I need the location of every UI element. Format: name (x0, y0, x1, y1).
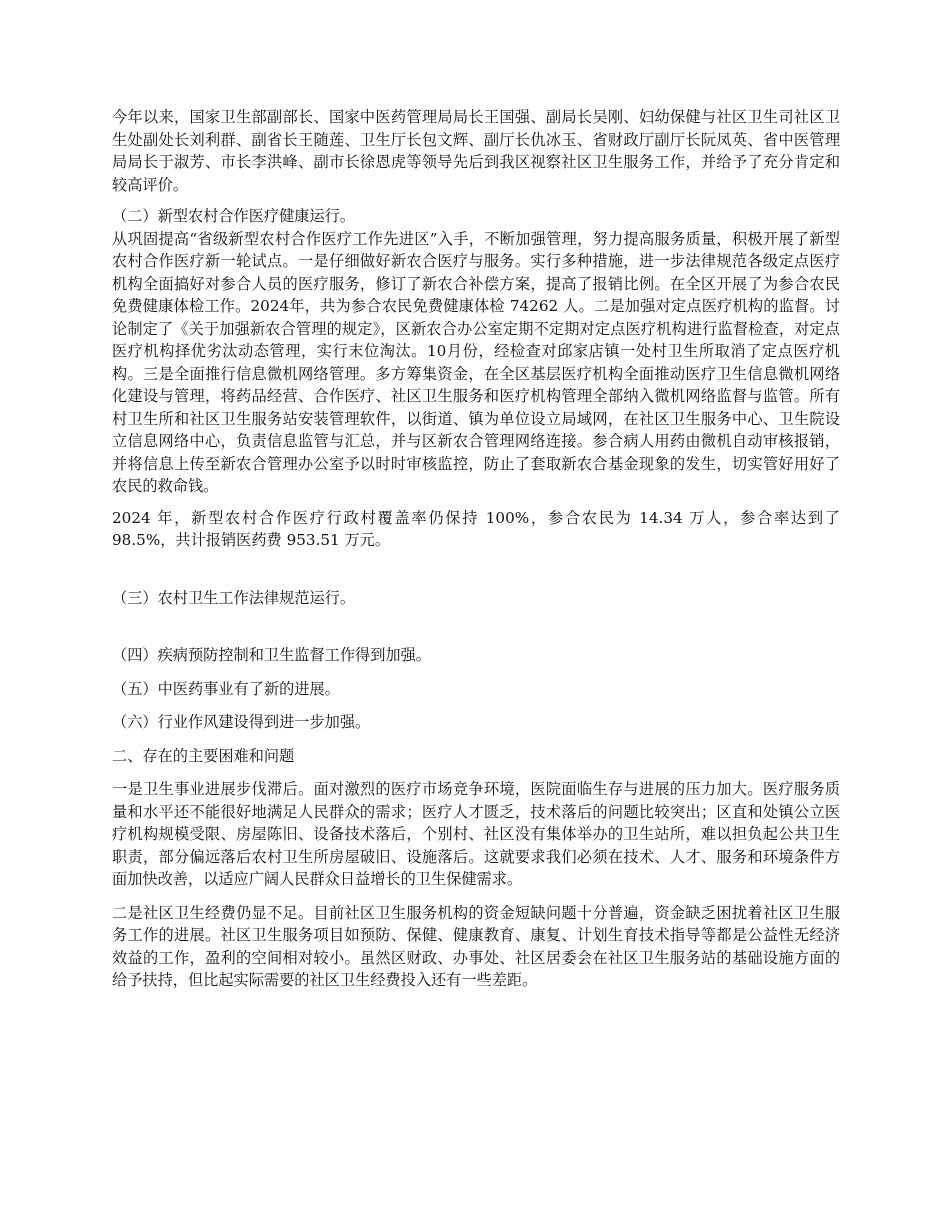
section-heading-difficulties: 二、存在的主要困难和问题 (112, 746, 295, 765)
document-body (112, 106, 840, 992)
section-heading-cooperative-medical: （二）新型农村合作医疗健康运行。 (112, 207, 355, 225)
paragraph-development-lag: 一是卫生事业进展步伐滞后。面对激烈的医疗市场竞争环境，医院面临生存与进展的压力加大。医疗服务质量和水平还不能很好地满足人民群众的需求；医疗人才匮乏，技术落后的问题比较突出；区直和处镇公立医疗机构规模受限、房屋陈旧、设备技术落后，个别村、社区没有集体举办的卫生站所，难以担负起公共卫生职责，部分偏远落后农村卫生所房屋破旧、设施落后。这就要求我们必须在技术、人才、服务和环境条件方面加快改善，以适应广阔人民群众日益增长的卫生保健需求。 (112, 780, 840, 888)
paragraph-cooperative-medical: 从巩固提高“省级新型农村合作医疗工作先进区”入手，不断加强管理，努力提高服务质量，积极开展了新型农村合作医疗新一轮试点。一是仔细做好新农合医疗与服务。实行多种措施，进一步法律规范各级定点医疗机构全面搞好对参合人员的医疗服务，修订了新农合补偿方案，提高了报销比例。在全区开展了为参合农民免费健康体检工作。2024年，共为参合农民免费健康体检 74262 人。二是加强对定点医疗机构的监督。讨论制定了《关于加强新农合管理的规定》，区新农合办公室定期不定期对定点医疗机构进行监督检查，对定点医疗机构择优劣汰动态管理，实行末位淘汰。10月份，经检查对邱家店镇一处村卫生所取消了定点医疗机构。三是全面推行信息微机网络管理。多方筹集资金，在全区基层医疗机构全面推动医疗卫生信息微机网络化建设与管理，将药品经营、合作医疗、社区卫生服务和医疗机构管理全部纳入微机网络监督与监管。所有村卫生所和社区卫生服务站安装管理软件，以街道、镇为单位设立局域网，在社区卫生服务中心、卫生院设立信息网络中心，负责信息监管与汇总，并与区新农合管理网络连接。参合病人用药由微机自动审核报销，并将信息上传至新农合管理办公室予以时时审核监控，防止了套取新农合基金现象的发生，切实管好用好了农民的救命钱。 (112, 229, 840, 495)
section-heading-industry-style: （六）行业作风建设得到进一步加强。 (112, 713, 371, 731)
paragraph-funding-shortage: 二是社区卫生经费仍显不足。目前社区卫生服务机构的资金短缺问题十分普遍，资金缺乏困扰着社区卫生服务工作的进展。社区卫生服务项目如预防、保健、健康教育、康复、计划生育技术指导等都是公益性无经济效益的工作，盈利的空间相对较小。虽然区财政、办事处、社区居委会在社区卫生服务站的基础设施方面的给予扶持，但比起实际需要的社区卫生经费投入还有一些差距。 (112, 903, 840, 989)
paragraph-leaders-visit: 今年以来，国家卫生部副部长、国家中医药管理局局长王国强、副局长吴刚、妇幼保健与社区卫生司社区卫生处副处长刘利群、副省长王随莲、卫生厅长包文辉、副厅长仇冰玉、省财政厅副厅长阮凤英、省中医管理局局长于淑芳、市长李洪峰、副市长徐恩虎等领导先后到我区视察社区卫生服务工作，并给予了充分肯定和较高评价。 (112, 108, 840, 194)
paragraph-2024-statistics: 2024 年，新型农村合作医疗行政村覆盖率仍保持 100%，参合农民为 14.34 万人，参合率达到了 98.5%，共计报销医药费 953.51 万元。 (112, 508, 840, 549)
section-heading-rural-health: （三）农村卫生工作法律规范运行。 (112, 588, 355, 607)
section-heading-disease-prevention: （四）疾病预防控制和卫生监督工作得到加强。 (112, 646, 431, 664)
section-heading-tcm: （五）中医药事业有了新的进展。 (112, 679, 340, 698)
